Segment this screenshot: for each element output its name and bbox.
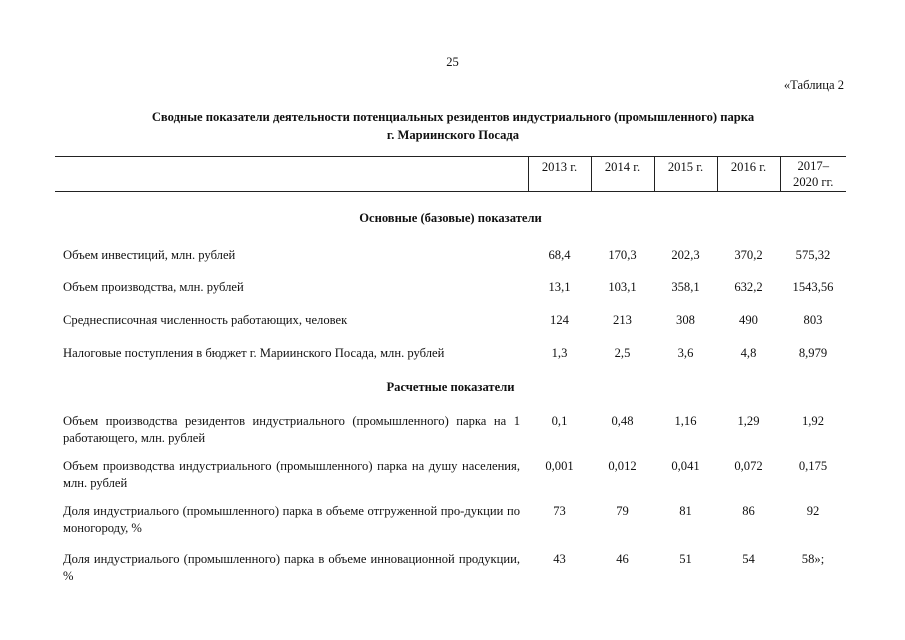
document-title (60, 109, 846, 144)
cell-value: 51 (679, 551, 692, 566)
cell-value: 1543,56 (792, 279, 834, 294)
cell-value: 8,979 (798, 345, 828, 360)
cell-value: 575,32 (795, 247, 831, 262)
column-header: 2016 г. (717, 157, 780, 192)
cell-value: 202,3 (671, 247, 700, 262)
section-row (55, 369, 846, 403)
table-row (55, 303, 846, 336)
row-label: Объем производства резидентов индустриального (промышленного) парка на 1 работающего, млн. рублей (63, 413, 520, 445)
title-line-1: Сводные показатели деятельности потенциальных резидентов индустриального (промышленного) парка (151, 110, 755, 124)
cell-value: 1,92 (801, 413, 825, 428)
cell-value: 43 (553, 551, 566, 566)
cell-value: 803 (803, 312, 823, 327)
cell-value: 1,16 (674, 413, 697, 428)
indicators-table (55, 156, 846, 589)
cell-value: 103,1 (608, 279, 637, 294)
cell-value: 58»; (801, 551, 825, 566)
cell-value: 73 (553, 503, 566, 518)
column-header: 2015 г. (654, 157, 717, 192)
table-row (55, 270, 846, 303)
row-label: Среднесписочная численность работающих, человек (63, 312, 348, 327)
cell-value: 170,3 (608, 247, 637, 262)
table-row (55, 237, 846, 270)
cell-value: 46 (616, 551, 629, 566)
cell-value: 0,041 (671, 458, 700, 473)
cell-value: 68,4 (548, 247, 571, 262)
cell-value: 0,175 (798, 458, 828, 473)
cell-value: 124 (550, 312, 569, 327)
section-row (55, 192, 846, 237)
cell-value: 1,3 (551, 345, 568, 360)
row-label: Объем производства индустриального (промышленного) парка на душу населения, млн. рублей (63, 458, 520, 490)
section-title: Расчетные показатели (386, 379, 515, 394)
cell-value: 490 (739, 312, 758, 327)
row-label: Доля индустриалього (промышленного) парка в объеме инновационной продукции, % (63, 551, 520, 583)
cell-value: 358,1 (671, 279, 700, 294)
cell-value: 370,2 (734, 247, 763, 262)
cell-value: 79 (616, 503, 629, 518)
column-header: 2017– 2020 гг. (780, 157, 846, 192)
table-row (55, 547, 846, 589)
cell-value: 4,8 (740, 345, 757, 360)
row-label: Объем инвестиций, млн. рублей (63, 247, 236, 262)
table-header-row (55, 157, 846, 192)
table-reference: «Таблица 2 (783, 78, 844, 92)
table-row (55, 336, 846, 369)
cell-value: 13,1 (548, 279, 571, 294)
row-label: Объем производства, млн. рублей (63, 279, 244, 294)
cell-value: 1,29 (737, 413, 760, 428)
cell-value: 0,012 (608, 458, 637, 473)
table-row (55, 499, 846, 547)
cell-value: 86 (742, 503, 755, 518)
cell-value: 213 (613, 312, 632, 327)
cell-value: 632,2 (734, 279, 763, 294)
cell-value: 54 (742, 551, 755, 566)
title-line-2: г. Мариинского Посада (386, 127, 520, 142)
cell-value: 92 (806, 503, 820, 518)
table-row (55, 454, 846, 499)
cell-value: 3,6 (677, 345, 694, 360)
column-header: 2013 г. (528, 157, 591, 192)
header-label-cell (55, 157, 528, 192)
cell-value: 308 (676, 312, 695, 327)
cell-value: 0,48 (611, 413, 634, 428)
cell-value: 0,072 (734, 458, 763, 473)
row-label: Налоговые поступления в бюджет г. Мариинского Посада, млн. рублей (63, 345, 445, 360)
table-row (55, 403, 846, 454)
section-title: Основные (базовые) показатели (359, 211, 542, 226)
page-number: 25 (446, 55, 459, 69)
column-header: 2014 г. (591, 157, 654, 192)
row-label: Доля индустриалього (промышленного) парка в объеме отгруженной про-дукции по моногороду, % (63, 503, 520, 535)
cell-value: 81 (679, 503, 692, 518)
cell-value: 0,001 (545, 458, 574, 473)
cell-value: 2,5 (614, 345, 631, 360)
cell-value: 0,1 (551, 413, 568, 428)
